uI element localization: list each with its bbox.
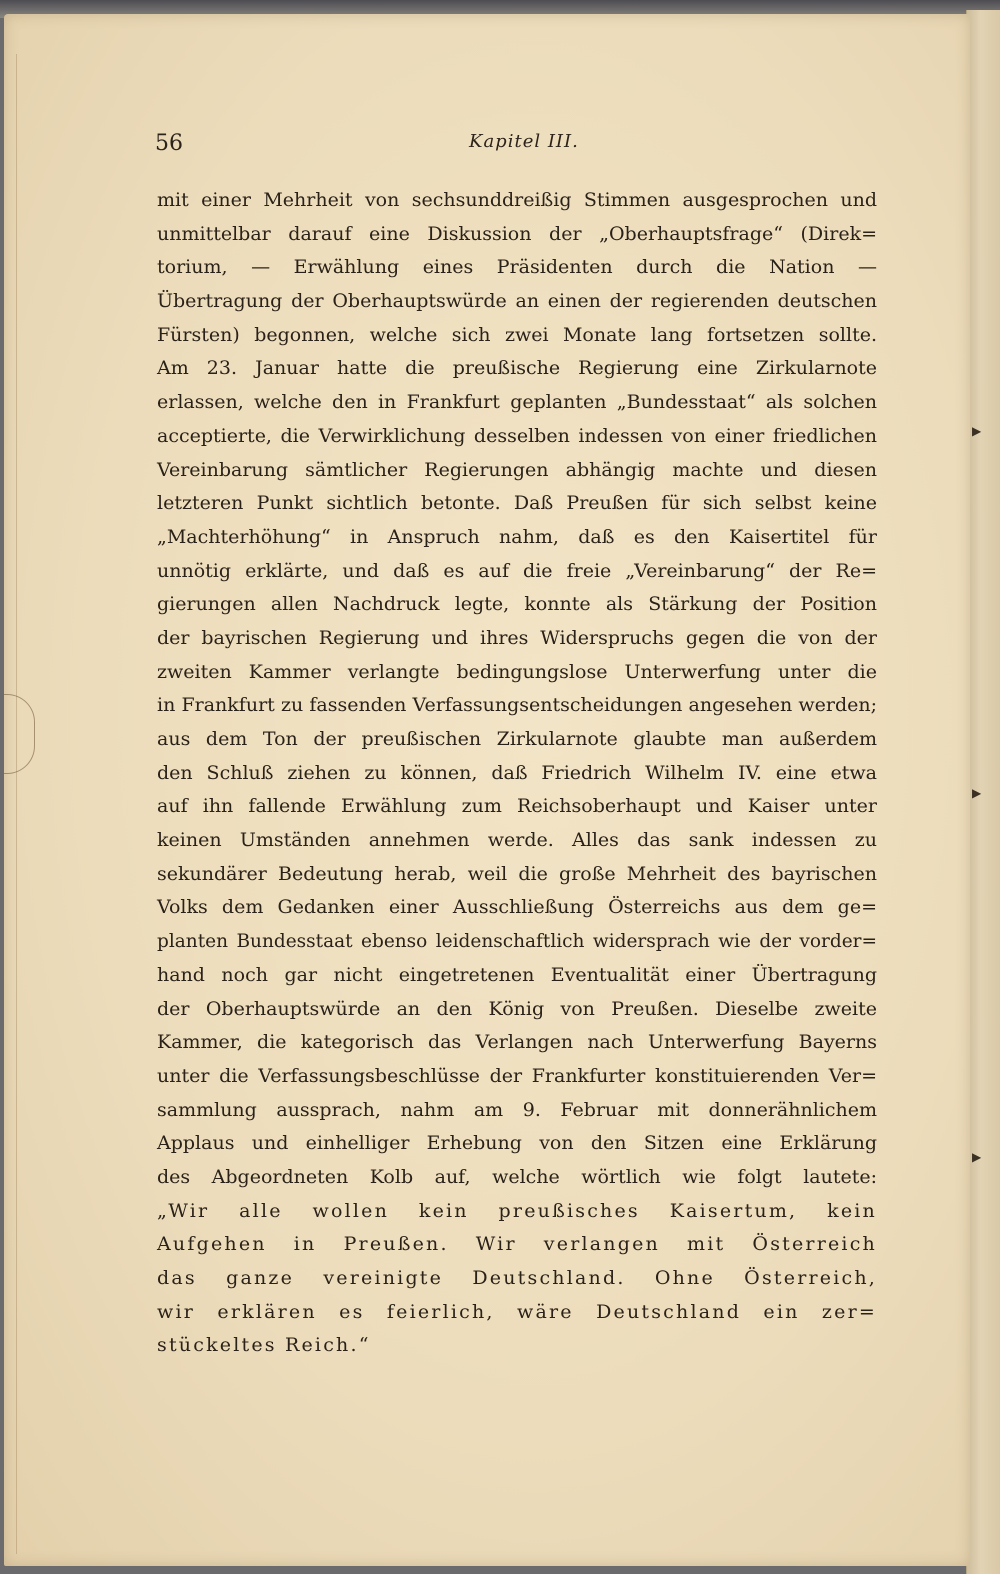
text-line: sekundärer Bedeutung herab, weil die große Mehrheit des bayrischen <box>157 862 877 885</box>
text-line: acceptierte, die Verwirklichung desselben indessen von einer friedlichen <box>157 424 877 447</box>
text-line: gierungen allen Nachdruck legte, konnte als Stärkung der Position <box>157 593 877 616</box>
text-line: in Frankfurt zu fassenden Verfassungsentscheidungen angesehen werden; <box>157 694 877 717</box>
quote-line: Aufgehen in Preußen. Wir verlangen mit Österreich <box>157 1233 877 1256</box>
text-line: aus dem Ton der preußischen Zirkularnote glaubte man außerdem <box>157 728 877 750</box>
text-line: Fürsten) begonnen, welche sich zwei Monate lang fortsetzen sollte. <box>157 323 877 346</box>
running-head: Kapitel III. <box>469 131 579 152</box>
page-number: 56 <box>155 131 183 156</box>
text-line: letzteren Punkt sichtlich betonte. Daß Preußen für sich selbst keine <box>157 492 877 515</box>
margin-crease <box>16 54 17 1554</box>
text-line: planten Bundesstaat ebenso leidenschaftlich widersprach wie der vorder= <box>157 931 877 953</box>
quote-line: wir erklären es feierlich, wäre Deutschland ein zer= <box>157 1300 877 1323</box>
text-line: hand noch gar nicht eingetretenen Eventualität einer Übertragung <box>157 963 877 986</box>
text-line: Übertragung der Oberhauptswürde an einen der regierenden deutschen <box>157 290 877 313</box>
text-line: zweiten Kammer verlangte bedingungslose Unterwerfung unter die <box>157 660 877 683</box>
text-line: der bayrischen Regierung und ihres Widerspruchs gegen die von der <box>157 626 877 649</box>
text-line: mit einer Mehrheit von sechsunddreißig Stimmen ausgesprochen und <box>157 189 877 211</box>
body-text <box>157 184 877 1363</box>
text-line: unnötig erklärte, und daß es auf die freie „Vereinbarung“ der Re= <box>157 559 877 582</box>
quote-line: „Wir alle wollen kein preußisches Kaisertum, kein <box>157 1199 877 1222</box>
edge-arrow-icon: ▶ <box>972 424 982 438</box>
text-line: Vereinbarung sämtlicher Regierungen abhängig machte und diesen <box>157 458 877 481</box>
text-line: unter die Verfassungsbeschlüsse der Frankfurter konstituierenden Ver= <box>157 1064 877 1087</box>
text-line: der Oberhauptswürde an den König von Preußen. Dieselbe zweite <box>157 997 877 1020</box>
edge-arrow-icon: ▶ <box>972 786 982 800</box>
text-line: auf ihn fallende Erwählung zum Reichsoberhaupt und Kaiser unter <box>157 795 877 818</box>
quote-line: stückeltes Reich.“ <box>157 1334 371 1357</box>
text-line: Kammer, die kategorisch das Verlangen nach Unterwerfung Bayerns <box>157 1031 877 1054</box>
text-line: Applaus und einhelliger Erhebung von den Sitzen eine Erklärung <box>157 1132 877 1155</box>
text-line: den Schluß ziehen zu können, daß Friedrich Wilhelm IV. eine etwa <box>157 761 877 784</box>
text-line: des Abgeordneten Kolb auf, welche wörtlich wie folgt lautete: <box>157 1165 877 1188</box>
quote-line: das ganze vereinigte Deutschland. Ohne Österreich, <box>157 1267 877 1289</box>
text-line: „Machterhöhung“ in Anspruch nahm, daß es den Kaisertitel für <box>157 525 877 548</box>
edge-arrow-icon: ▶ <box>972 1150 982 1164</box>
text-line: keinen Umständen annehmen werde. Alles das sank indessen zu <box>157 829 877 852</box>
text-line: erlassen, welche den in Frankfurt geplanten „Bundesstaat“ als solchen <box>157 391 877 414</box>
page-tab-mark <box>4 694 35 774</box>
text-line: unmittelbar darauf eine Diskussion der „Oberhauptsfrage“ (Direk= <box>157 222 877 245</box>
text-line: torium, — Erwählung eines Präsidenten durch die Nation — <box>157 256 877 279</box>
text-line: sammlung aussprach, nahm am 9. Februar mit donnerähnlichem <box>157 1098 877 1121</box>
text-line: Am 23. Januar hatte die preußische Regierung eine Zirkularnote <box>157 357 877 380</box>
text-line: Volks dem Gedanken einer Ausschließung Österreichs aus dem ge= <box>157 896 877 919</box>
page-header <box>155 131 877 161</box>
